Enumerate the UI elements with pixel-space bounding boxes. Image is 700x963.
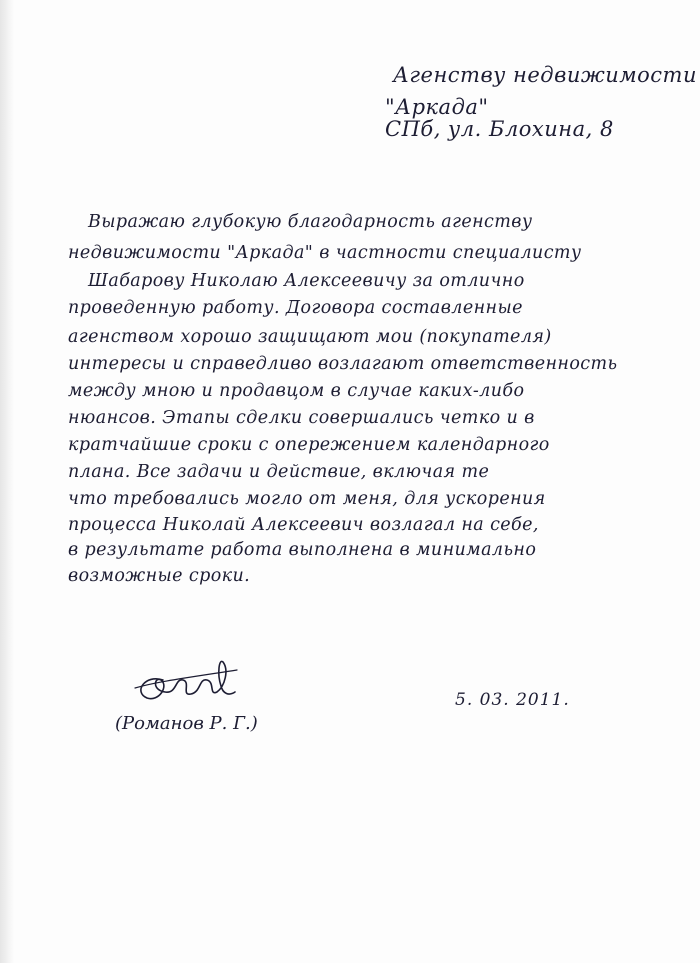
body-line: в результате работа выполнена в минимально bbox=[68, 540, 537, 560]
body-line: нюансов. Этапы сделки совершались четко и в bbox=[68, 408, 535, 428]
body-line: Шабарову Николаю Алексеевичу за отлично bbox=[88, 271, 525, 291]
body-line: кратчайшие сроки с опережением календарного bbox=[68, 435, 550, 455]
body-line: интересы и справедливо возлагают ответственность bbox=[68, 354, 618, 374]
body-line: агенством хорошо защищают мои (покупателя) bbox=[68, 327, 552, 347]
addressee-line-address: СПб, ул. Блохина, 8 bbox=[385, 117, 614, 141]
body-line: между мною и продавцом в случае каких-либо bbox=[68, 381, 525, 401]
body-line: плана. Все задачи и действие, включая те bbox=[68, 462, 490, 482]
body-line: возможные сроки. bbox=[68, 566, 251, 586]
body-line: Выражаю глубокую благодарность агенству bbox=[88, 212, 533, 232]
body-line: проведенную работу. Договора составленные bbox=[68, 298, 523, 318]
handwritten-signature bbox=[125, 652, 245, 712]
body-line: что требовались могло от меня, для ускорения bbox=[68, 489, 546, 509]
letter-date: 5. 03. 2011. bbox=[455, 690, 570, 710]
body-line: процесса Николай Алексеевич возлагал на себе, bbox=[68, 515, 539, 535]
body-line: недвижимости "Аркада" в частности специалисту bbox=[68, 243, 582, 263]
signer-name: (Романов Р. Г.) bbox=[115, 713, 258, 734]
addressee-line-agency: Агенству недвижимости bbox=[393, 63, 697, 87]
scan-shadow bbox=[0, 0, 14, 963]
addressee-line-name: "Аркада" bbox=[385, 95, 489, 119]
